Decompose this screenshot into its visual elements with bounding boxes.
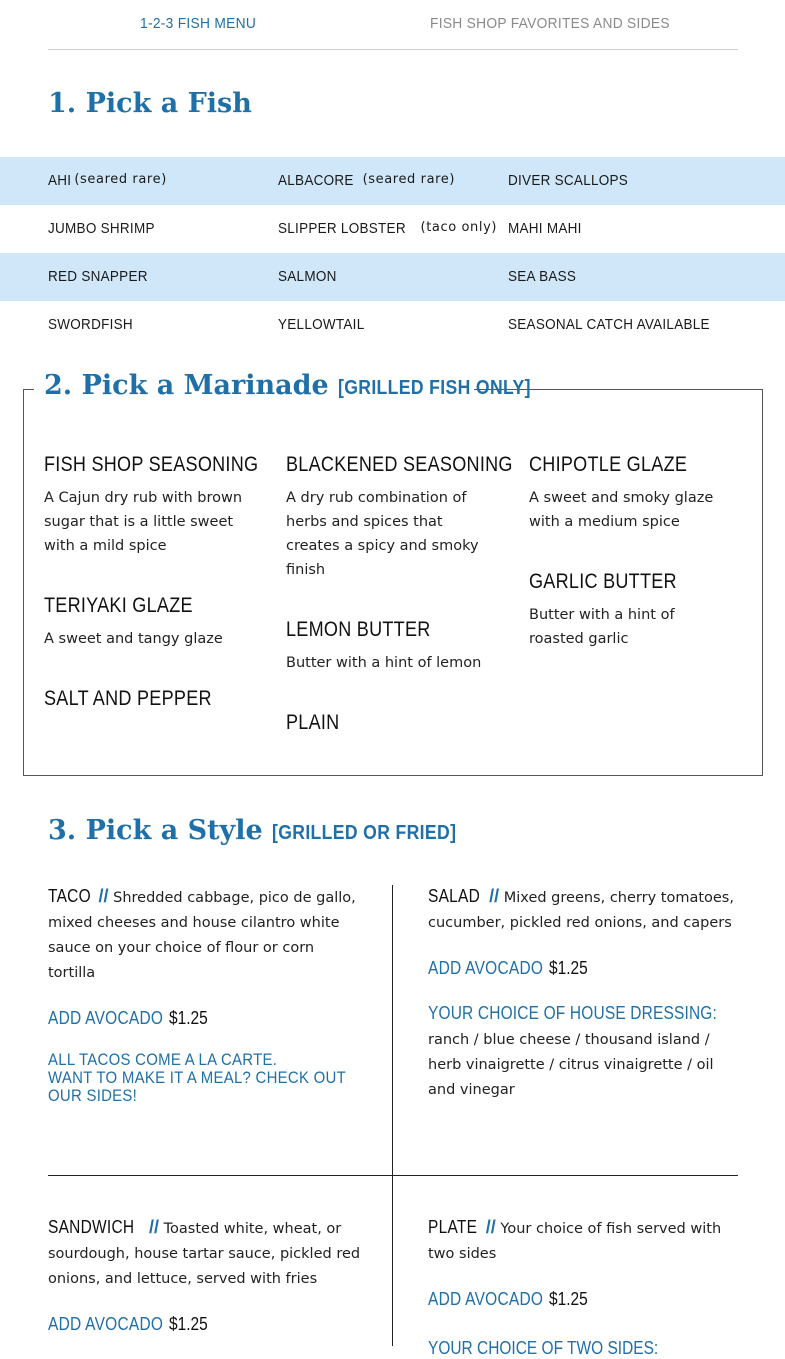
dressing-text: ranch / blue cheese / thousand island / herb vinaigrette / citrus vinaigrette / oil and vinegar <box>428 1032 714 1098</box>
addon-price: $1.25 <box>169 1314 208 1334</box>
fish-name: MAHI MAHI <box>508 220 582 237</box>
marinade-name: SALT AND PEPPER <box>44 687 212 710</box>
fish-name: RED SNAPPER <box>48 268 148 285</box>
marinade-name: GARLIC BUTTER <box>529 570 677 593</box>
fish-item-seasonal-catch <box>508 316 732 333</box>
marinade-item <box>44 594 244 651</box>
marinade-desc: Butter with a hint of lemon <box>286 655 482 671</box>
fish-item-diver-scallops <box>508 172 641 189</box>
style-taco <box>48 884 363 1105</box>
addon-price: $1.25 <box>169 1008 208 1028</box>
taco-note <box>48 1051 347 1105</box>
style-name: TACO <box>48 886 91 906</box>
style-salad <box>428 884 738 1103</box>
marinade-name: CHIPOTLE GLAZE <box>529 453 688 476</box>
fish-note: (seared rare) <box>362 172 456 187</box>
marinade-name: BLACKENED SEASONING <box>286 453 513 476</box>
marinade-item <box>529 570 729 651</box>
marinade-desc: A dry rub combination of herbs and spices that creates a spicy and smoky finish <box>286 490 479 578</box>
slash-separator: // <box>149 1217 160 1237</box>
add-avocado <box>48 1314 363 1335</box>
fish-name: DIVER SCALLOPS <box>508 172 629 189</box>
style-desc-text: Your choice of fish served with two sides <box>428 1221 722 1262</box>
marinade-item <box>44 687 244 711</box>
marinade-item <box>529 453 729 534</box>
fish-name: SEA BASS <box>508 268 577 285</box>
section-pick-fish-title: 1. Pick a Fish <box>48 88 252 119</box>
addon-label: ADD AVOCADO <box>48 1314 164 1334</box>
marinade-item <box>286 711 486 735</box>
fish-row <box>0 205 785 253</box>
fish-name: JUMBO SHRIMP <box>48 220 155 237</box>
fish-item-swordfish <box>48 316 142 333</box>
style-desc-text: Mixed greens, cherry tomatoes, cucumber, pickled red onions, and capers <box>428 890 734 931</box>
taco-note-line-1: ALL TACOS COME A LA CARTE. <box>48 1050 278 1069</box>
section-pick-style-title <box>48 815 482 846</box>
fish-item-ahi <box>48 172 167 189</box>
marinade-name: PLAIN <box>286 711 340 734</box>
menu-tabs <box>48 0 738 50</box>
fish-name: SLIPPER LOBSTER <box>278 220 406 237</box>
style-name: SALAD <box>428 886 481 906</box>
column-divider <box>392 885 393 1346</box>
section-title-note: [GRILLED FISH ONLY] <box>338 377 531 399</box>
style-name: SANDWICH <box>48 1217 135 1237</box>
marinade-name: TERIYAKI GLAZE <box>44 594 193 617</box>
fish-note: (seared rare) <box>74 172 167 187</box>
marinade-desc: A sweet and smoky glaze with a medium spice <box>529 490 714 530</box>
section-title-text: 2. Pick a Marinade <box>44 370 329 401</box>
add-avocado <box>428 1289 738 1310</box>
fish-name: SWORDFISH <box>48 316 133 333</box>
style-description <box>428 1215 738 1267</box>
style-plate <box>428 1215 738 1310</box>
add-avocado <box>428 958 738 979</box>
fish-item-sea-bass <box>508 268 584 285</box>
fish-row <box>0 253 785 301</box>
marinade-desc: A sweet and tangy glaze <box>44 631 223 647</box>
slash-separator: // <box>98 886 109 906</box>
style-sandwich <box>48 1215 363 1335</box>
style-desc-text: Shredded cabbage, pico de gallo, mixed cheeses and house cilantro white sauce on your choice of flour or corn tortilla <box>48 890 356 981</box>
fish-item-slipper-lobster <box>278 220 497 237</box>
addon-label: ADD AVOCADO <box>428 958 544 978</box>
style-description <box>48 1215 363 1292</box>
section-title-note: [GRILLED OR FRIED] <box>272 822 457 844</box>
plate-sides-label: YOUR CHOICE OF TWO SIDES: <box>428 1338 659 1358</box>
fish-row <box>0 301 785 349</box>
slash-separator: // <box>489 886 500 906</box>
fish-item-salmon <box>278 268 343 285</box>
fish-item-yellowtail <box>278 316 374 333</box>
fish-item-albacore <box>278 172 455 189</box>
section-title-text: 3. Pick a Style <box>48 815 263 846</box>
marinade-item <box>44 453 259 558</box>
style-name: PLATE <box>428 1217 478 1237</box>
fish-name: AHI <box>48 172 72 189</box>
fish-name: SALMON <box>278 268 337 285</box>
fish-item-jumbo-shrimp <box>48 220 167 237</box>
fish-note: (taco only) <box>420 220 498 235</box>
marinade-item <box>286 453 513 582</box>
style-description <box>428 884 738 936</box>
tab-fish-menu[interactable]: 1-2-3 FISH MENU <box>140 15 257 32</box>
section-pick-marinade-title <box>44 370 557 401</box>
taco-note-line-2: WANT TO MAKE IT A MEAL? CHECK OUT OUR SIDES! <box>48 1068 346 1105</box>
row-divider <box>48 1175 738 1176</box>
marinade-item <box>286 618 486 675</box>
dressing-label: YOUR CHOICE OF HOUSE DRESSING: <box>428 1003 718 1023</box>
addon-price: $1.25 <box>549 1289 588 1309</box>
marinade-desc: A Cajun dry rub with brown sugar that is a little sweet with a mild spice <box>44 490 243 554</box>
fish-name: YELLOWTAIL <box>278 316 365 333</box>
add-avocado <box>48 1008 363 1029</box>
fish-item-red-snapper <box>48 268 159 285</box>
marinade-title-wrap <box>34 368 531 408</box>
tab-favorites-and-sides[interactable]: FISH SHOP FAVORITES AND SIDES <box>430 15 670 32</box>
fish-row <box>0 157 785 205</box>
style-desc-text: Toasted white, wheat, or sourdough, house tartar sauce, pickled red onions, and lettuce, served with fries <box>48 1221 361 1287</box>
marinade-name: LEMON BUTTER <box>286 618 431 641</box>
marinade-desc: Butter with a hint of roasted garlic <box>529 607 675 647</box>
addon-label: ADD AVOCADO <box>428 1289 544 1309</box>
fish-name: ALBACORE <box>278 172 354 189</box>
fish-item-mahi-mahi <box>508 220 590 237</box>
addon-label: ADD AVOCADO <box>48 1008 164 1028</box>
marinade-name: FISH SHOP SEASONING <box>44 453 259 476</box>
style-description <box>48 884 363 986</box>
slash-separator: // <box>485 1217 496 1237</box>
addon-price: $1.25 <box>549 958 588 978</box>
dressing-options <box>428 1001 738 1103</box>
fish-name: SEASONAL CATCH AVAILABLE <box>508 316 710 333</box>
